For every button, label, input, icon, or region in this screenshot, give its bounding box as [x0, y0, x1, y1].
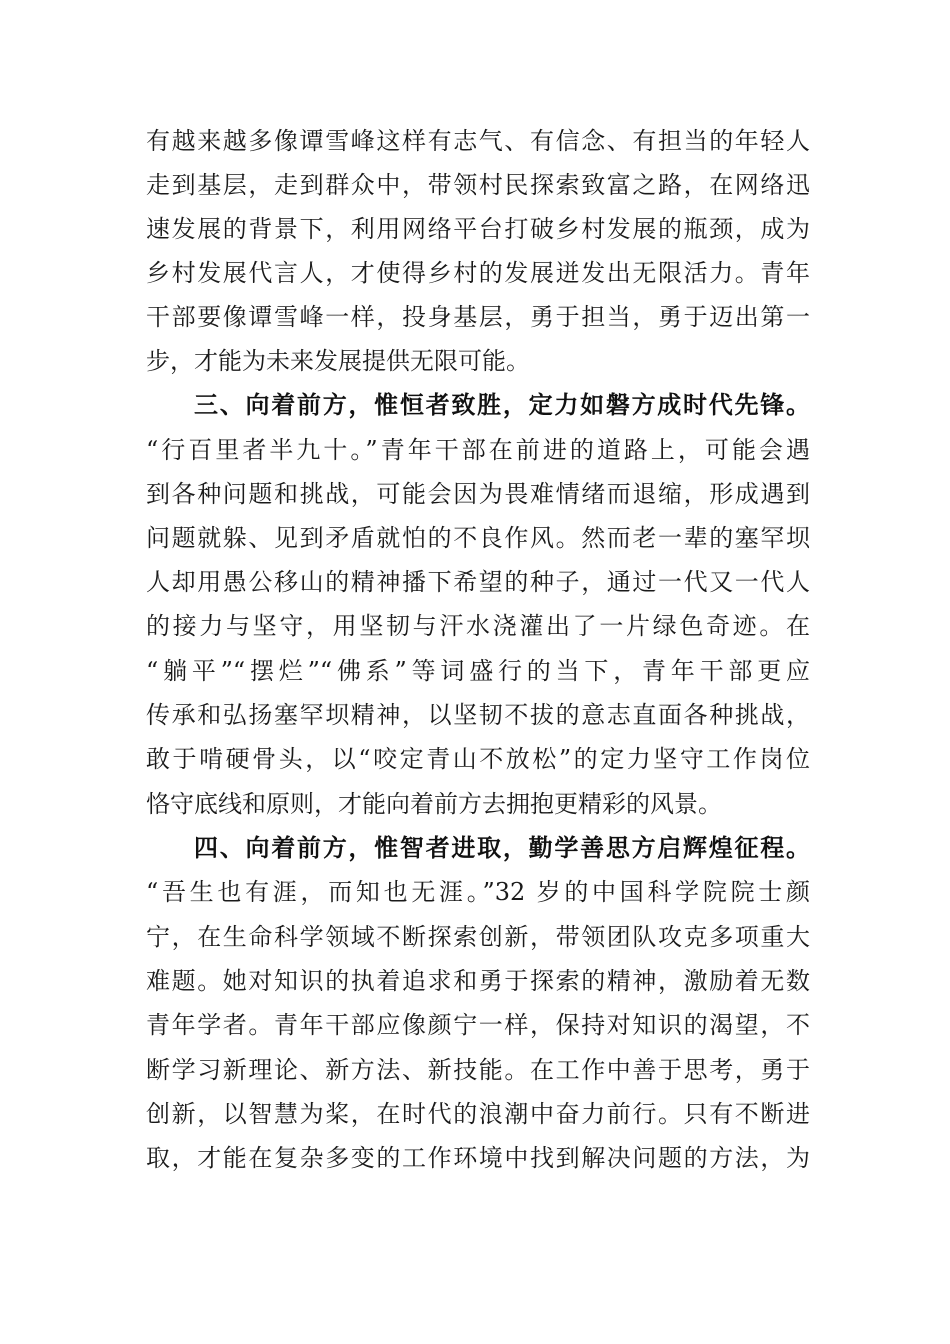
text-line: 到各种问题和挑战，可能会因为畏难情绪而退缩，形成遇到 [146, 480, 810, 508]
text-line: “躺平”“摆烂”“佛系”等词盛行的当下，青年干部更应 [146, 657, 810, 685]
text-line: 步，才能为未来发展提供无限可能。 [146, 347, 530, 375]
text-line: 乡村发展代言人，才使得乡村的发展迸发出无限活力。青年 [146, 259, 810, 287]
text-line: 创新，以智慧为桨，在时代的浪潮中奋力前行。只有不断进 [146, 1100, 810, 1128]
text-line: 走到基层，走到群众中，带领村民探索致富之路，在网络迅 [146, 171, 810, 199]
text-line: 的接力与坚守，用坚韧与汗水浇灌出了一片绿色奇迹。在 [146, 612, 810, 640]
text-line: 取，才能在复杂多变的工作环境中找到解决问题的方法，为 [146, 1144, 810, 1172]
section-heading: 三、向着前方，惟恒者致胜，定力如磐方成时代先锋。 [194, 390, 810, 419]
text-line: 恪守底线和原则，才能向着前方去拥抱更精彩的风景。 [146, 790, 722, 818]
text-line: 宁，在生命科学领域不断探索创新，带领团队攻克多项重大 [146, 923, 810, 951]
text-line: 问题就躲、见到矛盾就怕的不良作风。然而老一辈的塞罕坝 [146, 524, 810, 552]
text-line: 难题。她对知识的执着追求和勇于探索的精神，激励着无数 [146, 967, 810, 995]
text-line: 敢于啃硬骨头，以“咬定青山不放松”的定力坚守工作岗位 [146, 745, 810, 773]
text-line: 断学习新理论、新方法、新技能。在工作中善于思考，勇于 [146, 1056, 810, 1084]
text-line: “行百里者半九十。”青年干部在前进的道路上，可能会遇 [146, 436, 810, 464]
text-line: 干部要像谭雪峰一样，投身基层，勇于担当，勇于迈出第一 [146, 303, 810, 331]
text-line: 青年学者。青年干部应像颜宁一样，保持对知识的渴望，不 [146, 1011, 810, 1039]
text-line: “吾生也有涯，而知也无涯。”32 岁的中国科学院院士颜 [146, 878, 810, 906]
text-line: 有越来越多像谭雪峰这样有志气、有信念、有担当的年轻人 [146, 127, 810, 155]
section-heading: 四、向着前方，惟智者进取，勤学善思方启辉煌征程。 [194, 833, 810, 862]
text-line: 速发展的背景下，利用网络平台打破乡村发展的瓶颈，成为 [146, 215, 810, 243]
text-line: 人却用愚公移山的精神播下希望的种子，通过一代又一代人 [146, 568, 810, 596]
text-line: 传承和弘扬塞罕坝精神，以坚韧不拔的意志直面各种挑战， [146, 701, 810, 729]
